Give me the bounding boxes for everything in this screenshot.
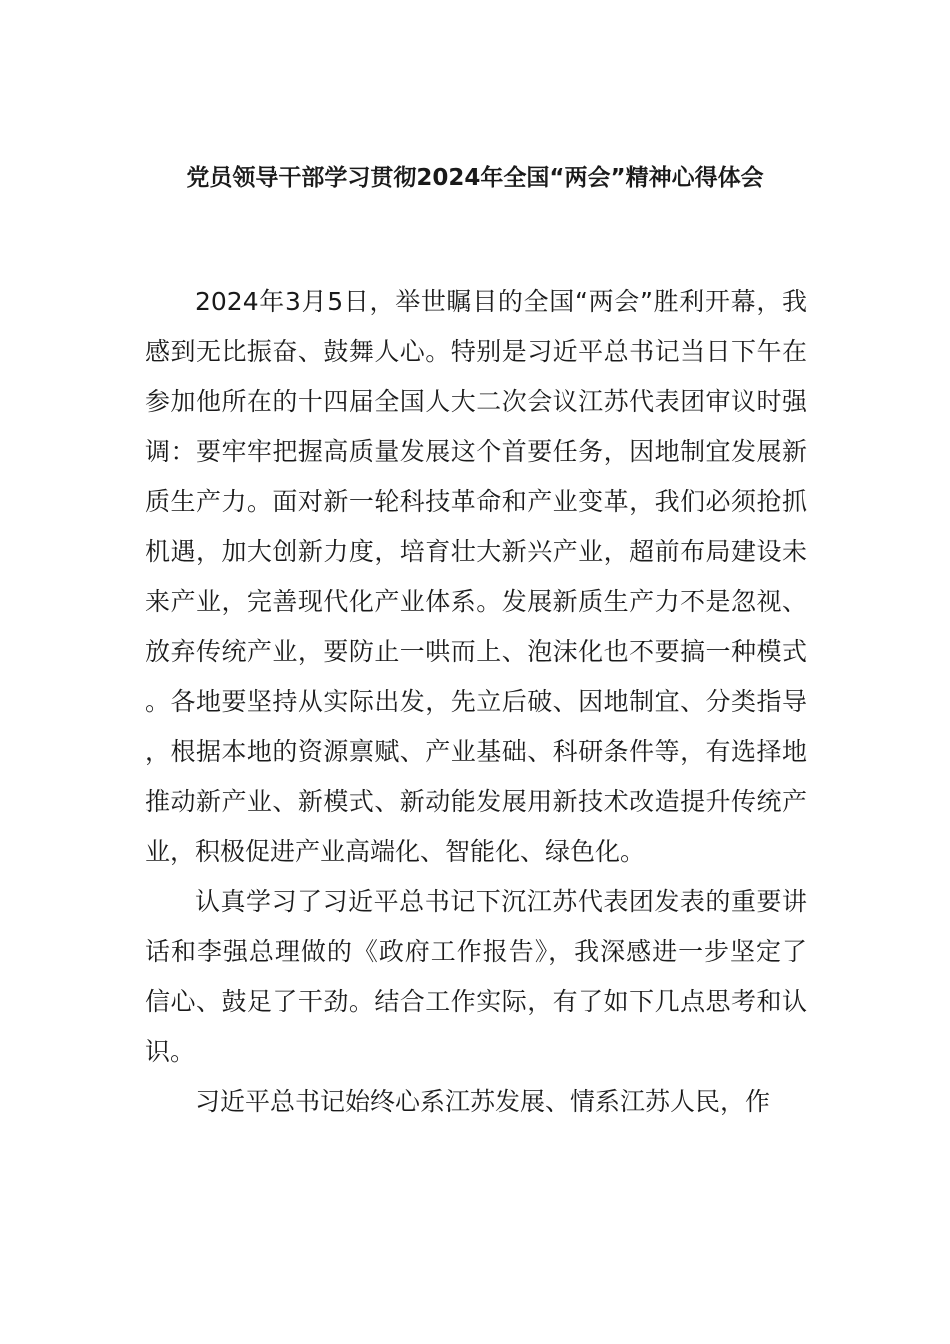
paragraph-3: 习近平总书记始终心系江苏发展、情系江苏人民，作 (195, 1087, 771, 1116)
paragraph-1: 2024年3月5日，举世瞩目的全国“两会”胜利开幕，我感到无比振奋、鼓舞人心。特别是习近平总书记当日下午在参加他所在的十四届全国人大二次会议江苏代表团审议时强调：要牢牢把握高质量发展这个首要任务，因地制宜发展新质生产力。面对新一轮科技革命和产业变革，我们必须抢抓机遇，加大创新力度，培育壮大新兴产业，超前布局建设未来产业，完善现代化产业体系。发展新质生产力不是忽视、放弃传统产业，要防止一哄而上、泡沫化也不要搞一种模式。各地要坚持从实际出发，先立后破、因地制宜、分类指导，根据本地的资源禀赋、产业基础、科研条件等，有选择地推动新产业、新模式、新动能发展用新技术改造提升传统产业，积极促进产业高端化、智能化、绿色化。 (145, 287, 807, 866)
document-title: 党员领导干部学习贯彻2024年全国“两会”精神心得体会 (186, 165, 764, 191)
paragraph-2: 认真学习了习近平总书记下沉江苏代表团发表的重要讲话和李强总理做的《政府工作报告》，我深感进一步坚定了信心、鼓足了干劲。结合工作实际，有了如下几点思考和认识。 (145, 887, 807, 1066)
document-body (145, 277, 807, 1127)
